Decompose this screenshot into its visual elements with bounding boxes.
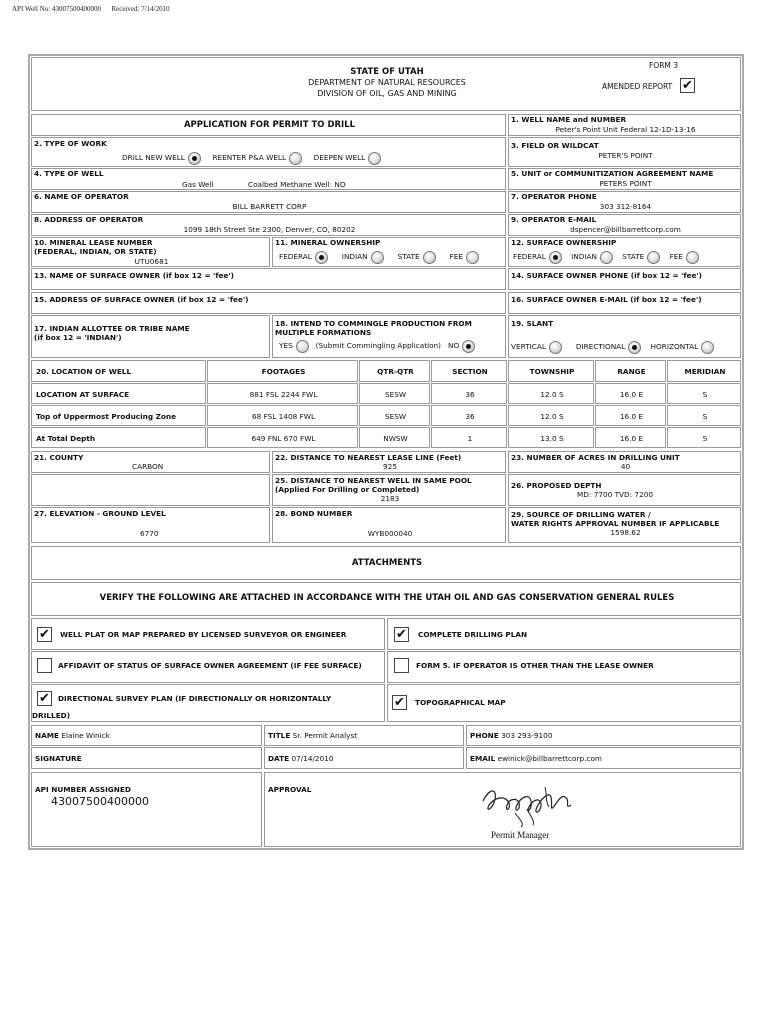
table-cell [508,405,594,426]
table-cell [207,427,358,448]
affidavit-checkbox[interactable] [37,658,52,673]
surface-federal-label: FEDERAL [513,252,546,261]
loc-header-cell [359,360,430,382]
commingle-no-radio[interactable] [462,340,475,353]
title-value: Sr. Permit Analyst [292,731,358,740]
field-16-box [508,292,741,314]
date-value: 07/14/2010 [291,754,334,763]
field-9-box [508,214,741,236]
field-5-box [508,168,741,190]
field-7-box [508,191,741,213]
surface-fee-radio[interactable] [686,251,699,264]
table-cell [359,383,430,404]
lease-line-distance-label: 22. DISTANCE TO NEAREST LEASE LINE (Feet) [275,453,462,462]
well-plat-checkbox[interactable]: ✔ [37,627,52,642]
attachment-item [387,651,741,683]
mineral-fee-radio[interactable] [466,251,479,264]
topo-map-label: TOPOGRAPHICAL MAP [415,698,506,707]
well-name-label: 1. WELL NAME and NUMBER [511,115,627,124]
field-12-box [508,237,741,267]
amended-report-label: AMENDED REPORT [602,82,673,91]
unit-agreement-label: 5. UNIT or COMMUNITIZATION AGREEMENT NAME [511,169,714,178]
field-23-box [508,451,741,473]
email-label: EMAIL [470,754,496,763]
loc-header-cell [207,360,358,382]
unit-agreement-value: PETERS POINT [599,179,652,188]
mineral-federal-radio[interactable] [315,251,328,264]
slant-horizontal-radio[interactable] [701,341,714,354]
table-cell [667,383,741,404]
field-wildcat-value: PETER'S POINT [598,151,653,160]
mineral-state-label: STATE [397,252,420,261]
type-of-well-value: Gas Well [182,180,214,189]
date-line [268,754,334,763]
phone-value: 303 293-9100 [501,731,553,740]
bond-number-value: WYB000040 [367,529,413,538]
reenter-label: REENTER P&A WELL [212,153,287,162]
nearest-well-value: 2183 [380,494,400,503]
deepen-label: DEEPEN WELL [313,153,366,162]
deepen-radio[interactable] [368,152,381,165]
county-value: CARBON [132,462,164,471]
verify-text: VERIFY THE FOLLOWING ARE ATTACHED IN ACCORDANCE WITH THE UTAH OIL AND GAS CONSERVATION GENERAL RULES [99,593,675,603]
qtr-qtr-value: NWSW [383,434,408,443]
field-18-box [272,315,506,358]
table-cell [667,405,741,426]
mineral-lease-value: UTU0681 [134,257,169,266]
directional-survey-checkbox[interactable]: ✔ [37,691,52,706]
operator-address-value: 1099 18th Street Ste 2300, Denver, CO, 80202 [183,225,356,234]
approval-signature-image [475,779,585,829]
county-label: 21. COUNTY [34,453,84,462]
qtr-qtr-value: SESW [384,390,407,399]
meridian-header: MERIDIAN [684,367,726,376]
approval-label: APPROVAL [268,785,312,794]
date-box [264,747,464,769]
field-13-box [31,268,506,290]
field-2-box [31,137,506,167]
attachment-item [31,684,385,722]
mineral-fee-label: FEE [449,252,463,261]
mineral-lease-label-2: (FEDERAL, INDIAN, OR STATE) [34,247,157,256]
proposed-depth-label: 26. PROPOSED DEPTH [511,481,602,490]
acres-label: 23. NUMBER OF ACRES IN DRILLING UNIT [511,453,680,462]
table-cell [595,383,666,404]
loc-header-cell [431,360,507,382]
surface-ownership-label: 12. SURFACE OWNERSHIP [511,238,617,247]
table-cell [359,427,430,448]
qtr-qtr-header: QTR-QTR [377,367,414,376]
field-6-box [31,191,506,213]
mineral-indian-radio[interactable] [371,251,384,264]
water-source-value: 1598.62 [610,528,641,537]
approval-box [264,772,741,847]
elevation-value: 6770 [140,529,159,538]
title-box [264,725,464,746]
surface-ownership-options [513,250,699,264]
type-of-work-label: 2. TYPE OF WORK [34,139,107,148]
received-date: Received: 7/14/2010 [111,5,170,13]
slant-horizontal-label: HORIZONTAL [650,342,699,351]
form5-label: FORM 5. IF OPERATOR IS OTHER THAN THE LEASE OWNER [416,661,654,670]
table-cell [595,405,666,426]
name-line [35,731,110,740]
email-line [470,754,602,763]
field-21-box [31,451,270,473]
reenter-radio[interactable] [289,152,302,165]
well-name-value: Peter's Point Unit Federal 12-1D-13-16 [555,125,696,134]
dept-title: DEPARTMENT OF NATURAL RESOURCES [308,78,466,87]
mineral-lease-label: 10. MINERAL LEASE NUMBER [34,238,153,247]
loc-header-cell [31,360,206,382]
loc-header-cell [508,360,594,382]
attachments-header-box [31,546,741,580]
blank-box [31,474,270,506]
loc-header-cell [595,360,666,382]
field-10-box [31,237,270,267]
drilling-plan-checkbox[interactable]: ✔ [394,627,409,642]
mineral-ownership-options [279,250,479,264]
field-17-box [31,315,270,358]
phone-label: PHONE [470,731,499,740]
name-label: NAME [35,731,59,740]
footages-header: FOOTAGES [261,367,306,376]
field-25-box [272,474,506,506]
coalbed-methane-value: Coalbed Methane Well: NO [248,180,346,189]
slant-vertical-radio[interactable] [549,341,562,354]
nearest-well-label: 25. DISTANCE TO NEAREST WELL IN SAME POOL [275,476,472,485]
operator-name-label: 6. NAME OF OPERATOR [34,192,129,201]
form5-checkbox[interactable] [394,658,409,673]
row-label: LOCATION AT SURFACE [36,390,130,399]
title-label: TITLE [268,731,291,740]
water-source-label: 29. SOURCE OF DRILLING WATER / [511,510,651,519]
attachment-item [387,684,741,722]
attachment-item [31,618,385,650]
commingle-yes-label: YES [279,341,293,350]
attachment-item [31,651,385,683]
surface-owner-address-label: 15. ADDRESS OF SURFACE OWNER (if box 12 = 'fee') [34,295,249,304]
elevation-label: 27. ELEVATION - GROUND LEVEL [34,509,166,518]
app-title: APPLICATION FOR PERMIT TO DRILL [183,120,356,130]
meridian-value: S [702,390,708,399]
range-value: 16.0 E [619,412,644,421]
directional-survey-label-2: DRILLED) [32,711,71,720]
title-line [268,731,357,740]
operator-phone-label: 7. OPERATOR PHONE [511,192,597,201]
table-row [31,427,206,448]
slant-label: 19. SLANT [511,319,554,328]
email-value: ewinick@billbarrettcorp.com [497,754,603,763]
well-plat-label: WELL PLAT OR MAP PREPARED BY LICENSED SURVEYOR OR ENGINEER [60,630,347,639]
loc-header-cell [667,360,741,382]
field-22-box [272,451,506,473]
type-of-work-options [122,151,381,165]
field-wildcat-label: 3. FIELD OR WILDCAT [511,141,599,150]
surface-state-radio[interactable] [647,251,660,264]
drill-new-well-label: DRILL NEW WELL [122,153,185,162]
signature-label: SIGNATURE [35,754,82,763]
name-box [31,725,262,746]
table-cell [359,405,430,426]
table-cell [508,427,594,448]
mineral-federal-label: FEDERAL [279,252,312,261]
field-4-box [31,168,506,190]
surface-fee-label: FEE [669,252,683,261]
state-title: STATE OF UTAH [350,67,424,77]
commingle-options [279,339,475,353]
phone-box [466,725,741,746]
surface-owner-name-label: 13. NAME OF SURFACE OWNER (if box 12 = 'fee') [34,271,234,280]
table-row [31,383,206,404]
row-label: At Total Depth [36,434,96,443]
qtr-qtr-value: SESW [384,412,407,421]
range-header: RANGE [617,367,646,376]
table-cell [431,405,507,426]
water-source-label-2: WATER RIGHTS APPROVAL NUMBER IF APPLICABLE [511,519,720,528]
field-26-box [508,474,741,506]
township-header: TOWNSHIP [529,367,575,376]
table-cell [207,405,358,426]
footages-value: 68 FSL 1408 FWL [251,412,316,421]
surface-indian-radio[interactable] [600,251,613,264]
section-value: 36 [465,390,475,399]
commingle-note: (Submit Commingling Application) [315,341,442,350]
operator-address-label: 8. ADDRESS OF OPERATOR [34,215,144,224]
api-number-box [31,772,262,847]
field-1-box [508,114,741,136]
permit-manager-label: Permit Manager [491,830,550,840]
drilling-plan-label: COMPLETE DRILLING PLAN [418,630,528,639]
drill-new-well-radio[interactable] [188,152,201,165]
field-27-box [31,507,270,543]
slant-options [511,340,714,354]
field-19-box [508,315,741,358]
type-of-well-label: 4. TYPE OF WELL [34,169,104,178]
operator-phone-value: 303 312-8164 [599,202,652,211]
surface-indian-label: INDIAN [571,252,597,261]
directional-survey-label: DIRECTIONAL SURVEY PLAN (IF DIRECTIONALLY OR HORIZONTALLY [58,694,332,703]
lease-line-distance-value: 925 [383,462,397,471]
field-11-box [272,237,506,267]
attachments-title: ATTACHMENTS [351,558,423,568]
surface-owner-email-label: 16. SURFACE OWNER E-MAIL (if box 12 = 'fee') [511,295,702,304]
table-cell [207,383,358,404]
surface-federal-radio[interactable] [549,251,562,264]
date-label: DATE [268,754,290,763]
operator-name-value: BILL BARRETT CORP [232,202,307,211]
field-28-box [272,507,506,543]
nearest-well-label-2: (Applied For Drilling or Completed) [275,485,420,494]
section-header: SECTION [452,367,488,376]
township-value: 13.0 S [540,434,564,443]
amended-report-checkbox[interactable]: ✔ [680,78,695,93]
acres-value: 40 [620,462,631,471]
mineral-ownership-label: 11. MINERAL OWNERSHIP [275,238,381,247]
field-8-box [31,214,506,236]
section-value: 1 [467,434,473,443]
api-well-no: API Well No: 43007500400000 [12,5,101,13]
mineral-indian-label: INDIAN [341,252,368,261]
field-29-box [508,507,741,543]
api-number-label: API NUMBER ASSIGNED [35,785,131,794]
header-line [12,5,170,13]
surface-owner-phone-label: 14. SURFACE OWNER PHONE (if box 12 = 'fee') [511,271,702,280]
indian-allottee-label-2: (if box 12 = 'INDIAN') [34,333,122,342]
meridian-value: S [702,412,708,421]
table-row [31,405,206,426]
field-14-box [508,268,741,290]
table-cell [431,383,507,404]
signature-box [31,747,262,769]
topo-map-checkbox[interactable]: ✔ [392,695,407,710]
bond-number-label: 28. BOND NUMBER [275,509,353,518]
footages-value: 649 FNL 670 FWL [251,434,316,443]
app-title-box [31,114,506,136]
range-value: 16.0 E [619,434,644,443]
table-cell [431,427,507,448]
commingle-label: 18. INTEND TO COMMINGLE PRODUCTION FROM [275,319,472,328]
slant-directional-radio[interactable] [628,341,641,354]
section-value: 36 [465,412,475,421]
field-3-box [508,137,741,167]
name-value: Elaine Winick [61,731,110,740]
affidavit-label: AFFIDAVIT OF STATUS OF SURFACE OWNER AGREEMENT (IF FEE SURFACE) [58,661,362,670]
verify-box [31,582,741,616]
meridian-value: S [702,434,708,443]
api-number-value: 43007500400000 [51,795,149,808]
slant-directional-label: DIRECTIONAL [575,342,626,351]
slant-vertical-label: VERTICAL [511,342,546,351]
range-value: 16.0 E [619,390,644,399]
title-block [31,57,741,111]
loc-header-label: 20. LOCATION OF WELL [36,367,132,376]
surface-state-label: STATE [622,252,645,261]
operator-email-value: dspencer@billbarrettcorp.com [570,225,681,234]
row-label: Top of Uppermost Producing Zone [36,412,177,421]
mineral-state-radio[interactable] [423,251,436,264]
form-number: FORM 3 [649,61,679,70]
attachment-item [387,618,741,650]
email-box [466,747,741,769]
commingle-label-2: MULTIPLE FORMATIONS [275,328,372,337]
table-cell [667,427,741,448]
division-title: DIVISION OF OIL, GAS AND MINING [317,89,457,98]
proposed-depth-value: MD: 7700 TVD: 7200 [577,490,653,499]
township-value: 12.0 S [540,390,564,399]
commingle-no-label: NO [448,341,460,350]
operator-email-label: 9. OPERATOR E-MAIL [511,215,597,224]
field-15-box [31,292,506,314]
footages-value: 881 FSL 2244 FWL [249,390,318,399]
indian-allottee-label: 17. INDIAN ALLOTTEE OR TRIBE NAME [34,324,190,333]
township-value: 12.0 S [540,412,564,421]
table-cell [508,383,594,404]
phone-line [470,731,552,740]
table-cell [595,427,666,448]
commingle-yes-radio[interactable] [296,340,309,353]
